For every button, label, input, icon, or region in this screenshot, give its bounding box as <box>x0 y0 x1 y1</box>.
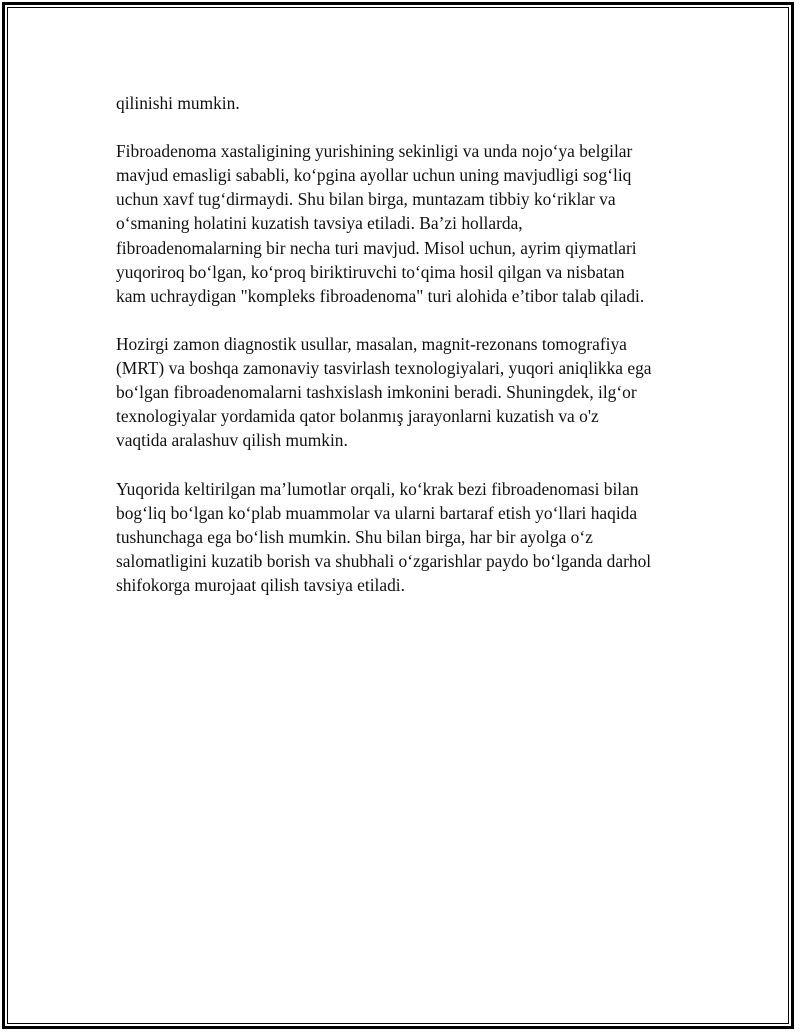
text-line: vaqtida aralashuv qilish mumkin. <box>116 430 348 451</box>
paragraph-fibroadenoma-course <box>116 139 696 308</box>
text-line: yuqoriroq bo‘lgan, ko‘proq biriktiruvchi to‘qima hosil qilgan va nisbatan <box>116 261 625 282</box>
text-line: texnologiyalar yordamida qator bolanmış jarayonlarni kuzatish va o'z <box>116 406 599 427</box>
text-line: mavjud emasligi sababli, ko‘pgina ayollar uchun uning mavjudligi sog‘liq <box>116 165 632 186</box>
document-body <box>116 91 696 597</box>
text-line: bog‘liq bo‘lgan ko‘plab muammolar va ularni bartaraf etish yo‘llari haqida <box>116 502 638 523</box>
paragraph-conclusion <box>116 477 696 597</box>
text-line: uchun xavf tug‘dirmaydi. Shu bilan birga, muntazam tibbiy ko‘riklar va <box>116 189 616 210</box>
text-line: Hozirgi zamon diagnostik usullar, masalan, magnit-rezonans tomografiya <box>116 333 627 354</box>
text-line: o‘smaning holatini kuzatish tavsiya etiladi. Ba’zi hollarda, <box>116 213 523 234</box>
text-line: fibroadenomalarning bir necha turi mavjud. Misol uchun, ayrim qiymatlari <box>116 237 637 258</box>
text-line: bo‘lgan fibroadenomalarni tashxislash imkonini beradi. Shuningdek, ilg‘or <box>116 382 637 403</box>
paragraph-gap <box>116 308 696 332</box>
paragraph-gap <box>116 115 696 139</box>
text-line: Fibroadenoma xastaligining yurishining sekinligi va unda nojo‘ya belgilar <box>116 141 633 162</box>
text-line: Yuqorida keltirilgan ma’lumotlar orqali, ko‘krak bezi fibroadenomasi bilan <box>116 478 639 499</box>
text-line: (MRT) va boshqa zamonaviy tasvirlash texnologiyalari, yuqori aniqlikka ega <box>116 358 652 379</box>
text-line: tushunchaga ega bo‘lish mumkin. Shu bilan birga, har bir ayolga o‘z <box>116 526 593 547</box>
paragraph-diagnostics <box>116 332 696 452</box>
text-line: kam uchraydigan "kompleks fibroadenoma" turi alohida e’tibor talab qiladi. <box>116 285 645 306</box>
paragraph-gap <box>116 452 696 476</box>
text-line: shifokorga murojaat qilish tavsiya etiladi. <box>116 574 405 595</box>
text-line: qilinishi mumkin. <box>116 93 240 113</box>
paragraph-continuation <box>116 91 696 115</box>
text-line: salomatligini kuzatib borish va shubhali o‘zgarishlar paydo bo‘lganda darhol <box>116 550 652 571</box>
